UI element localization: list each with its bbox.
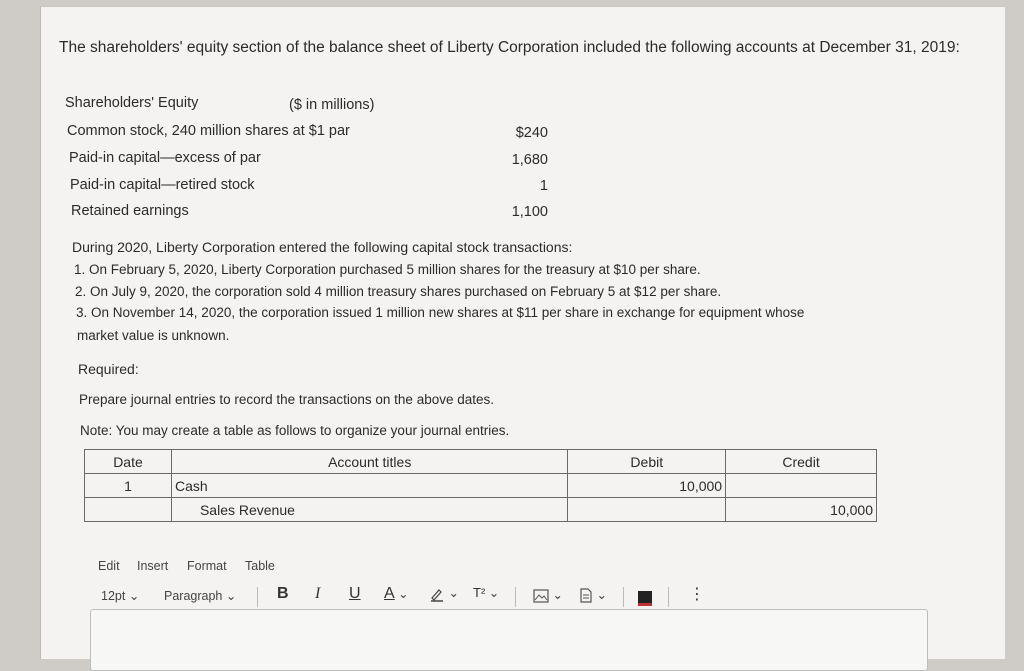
chevron-down-icon: ⌄ [488,586,500,600]
transaction-item: 2. On July 9, 2020, the corporation sold 4 million treasury shares purchased on February 5 at $12 per share. [75,284,722,299]
intro-text: The shareholders' equity section of the balance sheet of Liberty Corporation included the following accounts at December 31, 2019: [59,39,960,56]
chevron-down-icon: ⌄ [552,588,563,602]
question-page [40,6,1005,659]
transaction-item: market value is unknown. [77,328,230,343]
required-label: Required: [78,361,139,377]
transactions-lead: During 2020, Liberty Corporation entered the following capital stock transactions: [72,239,573,255]
header-date: Date [85,450,172,474]
transaction-item: 3. On November 14, 2020, the corporation issued 1 million new shares at $11 per share in exchange for equipment whose [76,305,805,320]
table-header-row [85,450,877,474]
equity-row-value: $240 [515,125,548,141]
instruction-text: Prepare journal entries to record the transactions on the above dates. [79,392,494,407]
paragraph-select[interactable]: Paragraph ⌄ [164,589,237,603]
text-color-button[interactable]: A ⌄ [384,585,409,602]
more-options-button[interactable] [689,584,705,604]
equity-row-label: Paid-in capital—excess of par [69,150,261,166]
equity-row-value: 1,100 [511,204,548,220]
menu-edit[interactable]: Edit [98,559,120,573]
highlighter-icon [429,586,445,602]
row-credit [726,474,877,498]
equity-row-value: 1,680 [511,152,548,168]
toolbar-divider [623,587,624,607]
menu-table[interactable]: Table [245,559,275,573]
row-date [85,498,172,522]
highlight-button[interactable] [429,585,459,602]
note-text: Note: You may create a table as follows to organize your journal entries. [80,423,510,438]
equity-row-label: Paid-in capital—retired stock [70,177,255,193]
insert-image-button[interactable] [533,587,563,603]
menu-insert[interactable]: Insert [137,559,169,573]
equity-row-label: Common stock, 240 million shares at $1 par [67,123,350,139]
equity-header-label: Shareholders' Equity [65,95,199,111]
toolbar-divider [668,587,669,607]
chevron-down-icon: ⌄ [448,586,459,600]
row-account: Cash [171,474,568,498]
row-date: 1 [85,474,172,498]
row-account: Sales Revenue [171,498,568,522]
equity-row-value: 1 [539,178,548,194]
insert-document-button[interactable] [579,587,607,603]
table-row [85,474,877,498]
media-icon[interactable] [638,591,652,606]
chevron-down-icon: ⌄ [128,589,140,603]
bold-button[interactable]: B [277,585,289,602]
chevron-down-icon: ⌄ [596,588,607,602]
document-icon [579,588,593,603]
more-icon: ⋮ [689,586,705,603]
header-account: Account titles [171,450,568,474]
menu-format[interactable]: Format [187,559,227,573]
journal-table [84,449,877,522]
equity-header-unit: ($ in millions) [289,97,375,113]
chevron-down-icon: ⌄ [398,587,409,601]
answer-editor[interactable] [90,609,928,671]
superscript-button[interactable]: T² ⌄ [473,585,500,600]
table-row [85,498,877,522]
underline-button[interactable]: U [349,585,361,602]
row-debit [568,498,726,522]
chevron-down-icon: ⌄ [225,589,237,603]
header-credit: Credit [726,450,877,474]
row-credit: 10,000 [726,498,877,522]
transaction-item: 1. On February 5, 2020, Liberty Corporation purchased 5 million shares for the treasury at $10 per share. [74,262,701,277]
row-debit: 10,000 [568,474,726,498]
toolbar-divider [257,587,258,607]
font-size-select[interactable]: 12pt ⌄ [101,589,140,603]
toolbar-divider [515,587,516,607]
image-icon [533,589,549,603]
italic-button[interactable]: I [315,585,321,602]
header-debit: Debit [568,450,726,474]
equity-row-label: Retained earnings [71,203,189,219]
